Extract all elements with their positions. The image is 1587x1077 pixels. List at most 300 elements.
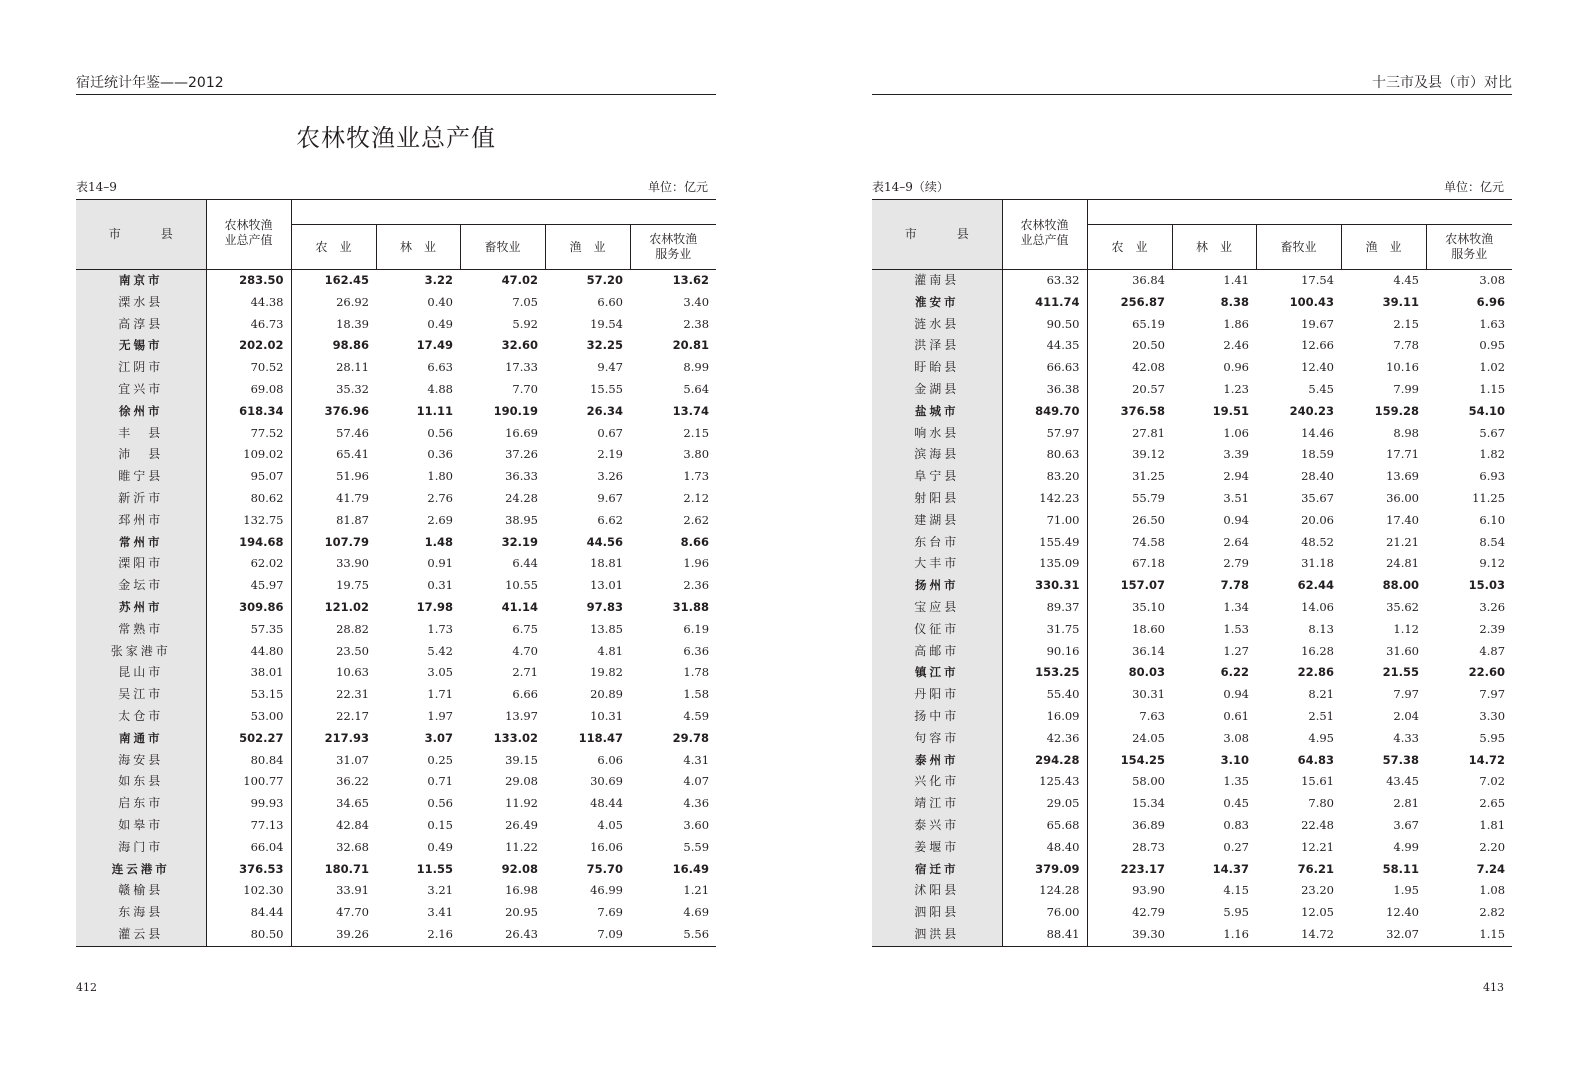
- value-cell: 5.42: [427, 643, 453, 658]
- value-cell: 376.53: [206, 859, 291, 881]
- table-row: [872, 793, 1512, 815]
- value-cell: 67.18: [1132, 556, 1165, 571]
- table-row: [872, 553, 1512, 575]
- value-cell: 309.86: [206, 597, 291, 619]
- value-cell: 6.44: [512, 556, 538, 571]
- table-row: [872, 335, 1512, 357]
- value-cell: 379.09: [1002, 859, 1087, 881]
- value-cell: 4.70: [512, 643, 538, 658]
- value-cell: 36.84: [1132, 273, 1165, 287]
- region-name-cell: 如东县: [76, 771, 206, 793]
- value-cell: 80.84: [206, 750, 291, 772]
- value-cell: 16.69: [505, 425, 538, 440]
- value-cell: 2.69: [427, 512, 453, 527]
- value-cell: 26.49: [505, 817, 538, 832]
- value-cell: 44.56: [586, 534, 623, 549]
- value-cell: 47.02: [501, 273, 538, 287]
- value-cell: 28.40: [1301, 469, 1334, 484]
- value-cell: 42.84: [336, 817, 369, 832]
- value-cell: 39.15: [505, 752, 538, 767]
- value-cell: 102.30: [206, 880, 291, 902]
- table-row: [872, 357, 1512, 379]
- value-cell: 66.04: [206, 837, 291, 859]
- table-row: [76, 597, 716, 619]
- value-cell: 1.58: [683, 687, 710, 702]
- value-cell: 1.82: [1479, 447, 1506, 462]
- value-cell: 8.54: [1479, 534, 1506, 549]
- region-name-cell: 苏州市: [76, 597, 206, 619]
- value-cell: 69.08: [206, 379, 291, 401]
- value-cell: 3.67: [1393, 817, 1419, 832]
- value-cell: 8.98: [1393, 425, 1419, 440]
- value-cell: 5.67: [1479, 425, 1506, 440]
- value-cell: 15.55: [590, 381, 623, 396]
- value-cell: 3.80: [683, 447, 710, 462]
- value-cell: 89.37: [1002, 597, 1087, 619]
- value-cell: 2.12: [683, 490, 710, 505]
- value-cell: 7.97: [1479, 687, 1506, 702]
- value-cell: 6.62: [597, 512, 623, 527]
- region-name-cell: 东台市: [872, 532, 1002, 554]
- value-cell: 28.82: [336, 621, 369, 636]
- table-row: [76, 684, 716, 706]
- value-cell: 1.34: [1223, 599, 1249, 614]
- value-cell: 7.70: [512, 381, 538, 396]
- value-cell: 3.22: [424, 273, 453, 287]
- value-cell: 6.10: [1479, 512, 1506, 527]
- value-cell: 44.38: [206, 292, 291, 314]
- value-cell: 217.93: [324, 730, 369, 745]
- page-number-left: 412: [76, 981, 97, 994]
- value-cell: 30.31: [1132, 687, 1165, 702]
- value-cell: 2.64: [1223, 534, 1249, 549]
- value-cell: 6.75: [512, 621, 538, 636]
- region-name-cell: 姜堰市: [872, 837, 1002, 859]
- table-row: [872, 444, 1512, 466]
- value-cell: 16.98: [505, 883, 538, 898]
- value-cell: 10.16: [1386, 360, 1419, 375]
- value-cell: 7.78: [1393, 338, 1419, 353]
- table-row: [872, 423, 1512, 445]
- value-cell: 1.02: [1479, 360, 1506, 375]
- table-row: [872, 401, 1512, 423]
- table-row: [76, 575, 716, 597]
- table-row: [76, 815, 716, 837]
- table-row: [872, 532, 1512, 554]
- header-husbandry: 畜牧业: [460, 225, 545, 270]
- value-cell: 3.51: [1223, 490, 1249, 505]
- value-cell: 0.49: [427, 839, 453, 854]
- value-cell: 39.26: [291, 924, 376, 946]
- value-cell: 26.43: [460, 924, 545, 946]
- value-cell: 66.63: [1002, 357, 1087, 379]
- value-cell: 7.63: [1139, 708, 1165, 723]
- table-row: [76, 837, 716, 859]
- value-cell: 14.72: [1468, 752, 1506, 767]
- value-cell: 42.79: [1132, 905, 1165, 920]
- value-cell: 1.23: [1223, 381, 1249, 396]
- value-cell: 46.99: [590, 883, 623, 898]
- value-cell: 5.95: [1223, 905, 1249, 920]
- region-name-cell: 沭阳县: [872, 880, 1002, 902]
- value-cell: 77.13: [206, 815, 291, 837]
- value-cell: 83.20: [1002, 466, 1087, 488]
- value-cell: 240.23: [1289, 403, 1334, 418]
- region-name-cell: 吴江市: [76, 684, 206, 706]
- table-row: [76, 510, 716, 532]
- region-name-cell: 淮安市: [872, 292, 1002, 314]
- value-cell: 1.86: [1223, 316, 1249, 331]
- value-cell: 283.50: [206, 270, 291, 292]
- value-cell: 1.78: [683, 665, 710, 680]
- table-body-right: [872, 270, 1512, 947]
- value-cell: 7.97: [1393, 687, 1419, 702]
- value-cell: 4.69: [683, 905, 710, 920]
- value-cell: 7.78: [1220, 578, 1249, 593]
- table-row: [872, 292, 1512, 314]
- value-cell: 4.05: [597, 817, 623, 832]
- value-cell: 11.22: [505, 839, 538, 854]
- value-cell: 54.10: [1468, 403, 1506, 418]
- value-cell: 2.04: [1393, 708, 1419, 723]
- region-name-cell: 响水县: [872, 423, 1002, 445]
- value-cell: 74.58: [1132, 534, 1165, 549]
- value-cell: 849.70: [1002, 401, 1087, 423]
- value-cell: 6.22: [1220, 665, 1249, 680]
- value-cell: 10.55: [505, 578, 538, 593]
- header-service: 农林牧渔 服务业: [630, 225, 716, 270]
- region-name-cell: 高邮市: [872, 641, 1002, 663]
- value-cell: 12.66: [1301, 338, 1334, 353]
- region-name-cell: 盐城市: [872, 401, 1002, 423]
- table-row: [76, 444, 716, 466]
- value-cell: 10.31: [590, 708, 623, 723]
- value-cell: 0.91: [427, 556, 453, 571]
- value-cell: 5.64: [683, 381, 710, 396]
- value-cell: 6.36: [683, 643, 710, 658]
- value-cell: 17.54: [1301, 273, 1334, 287]
- value-cell: 14.06: [1301, 599, 1334, 614]
- value-cell: 80.63: [1002, 444, 1087, 466]
- value-cell: 24.05: [1132, 730, 1165, 745]
- value-cell: 11.55: [416, 861, 453, 876]
- region-name-cell: 如皋市: [76, 815, 206, 837]
- value-cell: 41.14: [501, 599, 538, 614]
- value-cell: 35.67: [1301, 490, 1334, 505]
- value-cell: 24.28: [505, 490, 538, 505]
- table-row: [76, 423, 716, 445]
- region-name-cell: 溧水县: [76, 292, 206, 314]
- value-cell: 20.81: [672, 338, 710, 353]
- value-cell: 1.96: [683, 556, 710, 571]
- value-cell: 1.12: [1393, 621, 1419, 636]
- value-cell: 3.08: [1223, 730, 1249, 745]
- value-cell: 5.95: [1479, 730, 1506, 745]
- table-row: [76, 488, 716, 510]
- value-cell: 57.97: [1002, 423, 1087, 445]
- value-cell: 2.82: [1479, 905, 1506, 920]
- region-name-cell: 兴化市: [872, 771, 1002, 793]
- table-row: [76, 880, 716, 902]
- value-cell: 15.03: [1468, 578, 1506, 593]
- table-row: [76, 771, 716, 793]
- table-row: [872, 270, 1512, 292]
- value-cell: 3.08: [1479, 273, 1506, 287]
- value-cell: 1.63: [1479, 316, 1506, 331]
- value-cell: 9.67: [597, 490, 623, 505]
- value-cell: 58.11: [1382, 861, 1419, 876]
- region-name-cell: 启东市: [76, 793, 206, 815]
- region-name-cell: 句容市: [872, 728, 1002, 750]
- value-cell: 48.52: [1301, 534, 1334, 549]
- table-row: [872, 466, 1512, 488]
- header-service: 农林牧渔 服务业: [1426, 225, 1512, 270]
- value-cell: 10.63: [336, 665, 369, 680]
- value-cell: 80.03: [1128, 665, 1165, 680]
- table-row: [76, 553, 716, 575]
- page-number-right: 413: [1483, 981, 1504, 994]
- value-cell: 16.09: [1002, 706, 1087, 728]
- region-name-cell: 新沂市: [76, 488, 206, 510]
- right-page: [872, 0, 1512, 1077]
- value-cell: 0.94: [1223, 687, 1249, 702]
- value-cell: 162.45: [324, 273, 369, 287]
- value-cell: 13.97: [505, 708, 538, 723]
- value-cell: 57.46: [336, 425, 369, 440]
- value-cell: 44.35: [1002, 335, 1087, 357]
- value-cell: 4.36: [683, 796, 710, 811]
- value-cell: 39.30: [1087, 924, 1172, 946]
- value-cell: 33.91: [336, 883, 369, 898]
- value-cell: 55.40: [1002, 684, 1087, 706]
- value-cell: 7.09: [545, 924, 630, 946]
- value-cell: 121.02: [324, 599, 369, 614]
- value-cell: 14.37: [1212, 861, 1249, 876]
- table-title: 农林牧渔业总产值: [296, 124, 496, 152]
- table-row: [872, 815, 1512, 837]
- value-cell: 2.94: [1223, 469, 1249, 484]
- region-name-cell: 徐州市: [76, 401, 206, 423]
- value-cell: 48.44: [590, 796, 623, 811]
- value-cell: 3.26: [597, 469, 623, 484]
- value-cell: 26.50: [1132, 512, 1165, 527]
- value-cell: 2.51: [1308, 708, 1334, 723]
- value-cell: 13.01: [590, 578, 623, 593]
- value-cell: 22.31: [336, 687, 369, 702]
- header-fishery: 渔 业: [545, 225, 630, 270]
- value-cell: 31.25: [1132, 469, 1165, 484]
- value-cell: 6.93: [1479, 469, 1506, 484]
- value-cell: 133.02: [493, 730, 538, 745]
- value-cell: 2.71: [512, 665, 538, 680]
- value-cell: 3.39: [1223, 447, 1249, 462]
- value-cell: 6.60: [597, 294, 623, 309]
- value-cell: 46.73: [206, 314, 291, 336]
- value-cell: 65.68: [1002, 815, 1087, 837]
- value-cell: 4.31: [683, 752, 710, 767]
- value-cell: 4.95: [1308, 730, 1334, 745]
- value-cell: 502.27: [206, 728, 291, 750]
- value-cell: 6.06: [597, 752, 623, 767]
- value-cell: 0.71: [427, 774, 453, 789]
- unit-label: 单位：亿元: [647, 180, 708, 194]
- region-name-cell: 金湖县: [872, 379, 1002, 401]
- region-name-cell: 滨海县: [872, 444, 1002, 466]
- region-name-cell: 溧阳市: [76, 553, 206, 575]
- value-cell: 32.07: [1341, 924, 1426, 946]
- value-cell: 618.34: [206, 401, 291, 423]
- running-head-right: 十三市及县（市）对比: [872, 74, 1512, 95]
- region-name-cell: 江阴市: [76, 357, 206, 379]
- table-row: [872, 575, 1512, 597]
- value-cell: 38.01: [206, 662, 291, 684]
- table-row: [76, 466, 716, 488]
- value-cell: 47.70: [336, 905, 369, 920]
- value-cell: 16.06: [590, 839, 623, 854]
- value-cell: 411.74: [1002, 292, 1087, 314]
- value-cell: 1.71: [427, 687, 453, 702]
- value-cell: 3.10: [1220, 752, 1249, 767]
- value-cell: 21.21: [1386, 534, 1419, 549]
- value-cell: 32.60: [501, 338, 538, 353]
- value-cell: 77.52: [206, 423, 291, 445]
- header-total: 农林牧渔 业总产值: [206, 200, 291, 270]
- value-cell: 39.11: [1382, 294, 1419, 309]
- value-cell: 8.21: [1308, 687, 1334, 702]
- region-name-cell: 扬州市: [872, 575, 1002, 597]
- region-name-cell: 阜宁县: [872, 466, 1002, 488]
- value-cell: 31.18: [1301, 556, 1334, 571]
- table-row: [872, 837, 1512, 859]
- value-cell: 48.40: [1002, 837, 1087, 859]
- value-cell: 0.36: [427, 447, 453, 462]
- value-cell: 180.71: [324, 861, 369, 876]
- value-cell: 57.35: [206, 619, 291, 641]
- region-name-cell: 扬中市: [872, 706, 1002, 728]
- value-cell: 8.38: [1220, 294, 1249, 309]
- value-cell: 3.21: [427, 883, 453, 898]
- value-cell: 0.56: [427, 796, 453, 811]
- table-row: [872, 902, 1512, 924]
- value-cell: 17.33: [505, 360, 538, 375]
- table-row: [872, 859, 1512, 881]
- value-cell: 71.00: [1002, 510, 1087, 532]
- value-cell: 76.21: [1297, 861, 1334, 876]
- value-cell: 2.79: [1223, 556, 1249, 571]
- value-cell: 154.25: [1120, 752, 1165, 767]
- data-table-right: [872, 199, 1512, 947]
- table-row: [76, 401, 716, 423]
- value-cell: 3.41: [427, 905, 453, 920]
- value-cell: 19.54: [590, 316, 623, 331]
- value-cell: 36.14: [1132, 643, 1165, 658]
- region-name-cell: 常熟市: [76, 619, 206, 641]
- value-cell: 2.16: [376, 924, 460, 946]
- header-agriculture: 农 业: [291, 225, 376, 270]
- value-cell: 7.05: [512, 294, 538, 309]
- value-cell: 13.69: [1386, 469, 1419, 484]
- region-name-cell: 高淳县: [76, 314, 206, 336]
- value-cell: 65.41: [336, 447, 369, 462]
- table-row: [76, 335, 716, 357]
- value-cell: 11.11: [416, 403, 453, 418]
- table-row: [872, 314, 1512, 336]
- value-cell: 1.95: [1393, 883, 1419, 898]
- value-cell: 39.12: [1132, 447, 1165, 462]
- value-cell: 3.05: [427, 665, 453, 680]
- region-name-cell: 海安县: [76, 750, 206, 772]
- region-name-cell: 昆山市: [76, 662, 206, 684]
- value-cell: 42.36: [1002, 728, 1087, 750]
- value-cell: 76.00: [1002, 902, 1087, 924]
- value-cell: 7.80: [1308, 796, 1334, 811]
- value-cell: 132.75: [206, 510, 291, 532]
- value-cell: 88.00: [1382, 578, 1419, 593]
- value-cell: 31.60: [1386, 643, 1419, 658]
- region-name-cell: 大丰市: [872, 553, 1002, 575]
- value-cell: 29.78: [672, 730, 710, 745]
- value-cell: 31.75: [1002, 619, 1087, 641]
- value-cell: 100.77: [206, 771, 291, 793]
- value-cell: 95.07: [206, 466, 291, 488]
- value-cell: 7.69: [597, 905, 623, 920]
- table-row: [872, 750, 1512, 772]
- table-row: [872, 597, 1512, 619]
- region-name-cell: 连云港市: [76, 859, 206, 881]
- table-row: [872, 510, 1512, 532]
- value-cell: 5.56: [630, 924, 716, 946]
- value-cell: 0.49: [427, 316, 453, 331]
- region-name-cell: 无锡市: [76, 335, 206, 357]
- value-cell: 31.07: [336, 752, 369, 767]
- value-cell: 2.15: [1393, 316, 1419, 331]
- value-cell: 0.45: [1223, 796, 1249, 811]
- header-forestry: 林 业: [1172, 225, 1256, 270]
- region-name-cell: 泰兴市: [872, 815, 1002, 837]
- value-cell: 125.43: [1002, 771, 1087, 793]
- header-fishery: 渔 业: [1341, 225, 1426, 270]
- table-row: [76, 859, 716, 881]
- value-cell: 0.67: [597, 425, 623, 440]
- value-cell: 202.02: [206, 335, 291, 357]
- value-cell: 3.07: [424, 730, 453, 745]
- region-name-cell: 宿迁市: [872, 859, 1002, 881]
- value-cell: 22.48: [1301, 817, 1334, 832]
- value-cell: 22.60: [1468, 665, 1506, 680]
- region-name-cell: 睢宁县: [76, 466, 206, 488]
- value-cell: 18.59: [1301, 447, 1334, 462]
- value-cell: 4.59: [683, 708, 710, 723]
- value-cell: 12.21: [1301, 839, 1334, 854]
- value-cell: 2.62: [683, 512, 710, 527]
- table-row: [76, 532, 716, 554]
- value-cell: 29.05: [1002, 793, 1087, 815]
- value-cell: 27.81: [1132, 425, 1165, 440]
- value-cell: 6.96: [1476, 294, 1506, 309]
- table-row: [872, 771, 1512, 793]
- table-row: [872, 641, 1512, 663]
- region-name-cell: 东海县: [76, 902, 206, 924]
- value-cell: 31.88: [672, 599, 710, 614]
- value-cell: 13.74: [672, 403, 710, 418]
- value-cell: 12.40: [1386, 905, 1419, 920]
- value-cell: 0.83: [1223, 817, 1249, 832]
- value-cell: 62.44: [1297, 578, 1334, 593]
- value-cell: 20.50: [1132, 338, 1165, 353]
- value-cell: 19.75: [336, 578, 369, 593]
- region-name-cell: 射阳县: [872, 488, 1002, 510]
- data-table-left: [76, 199, 716, 947]
